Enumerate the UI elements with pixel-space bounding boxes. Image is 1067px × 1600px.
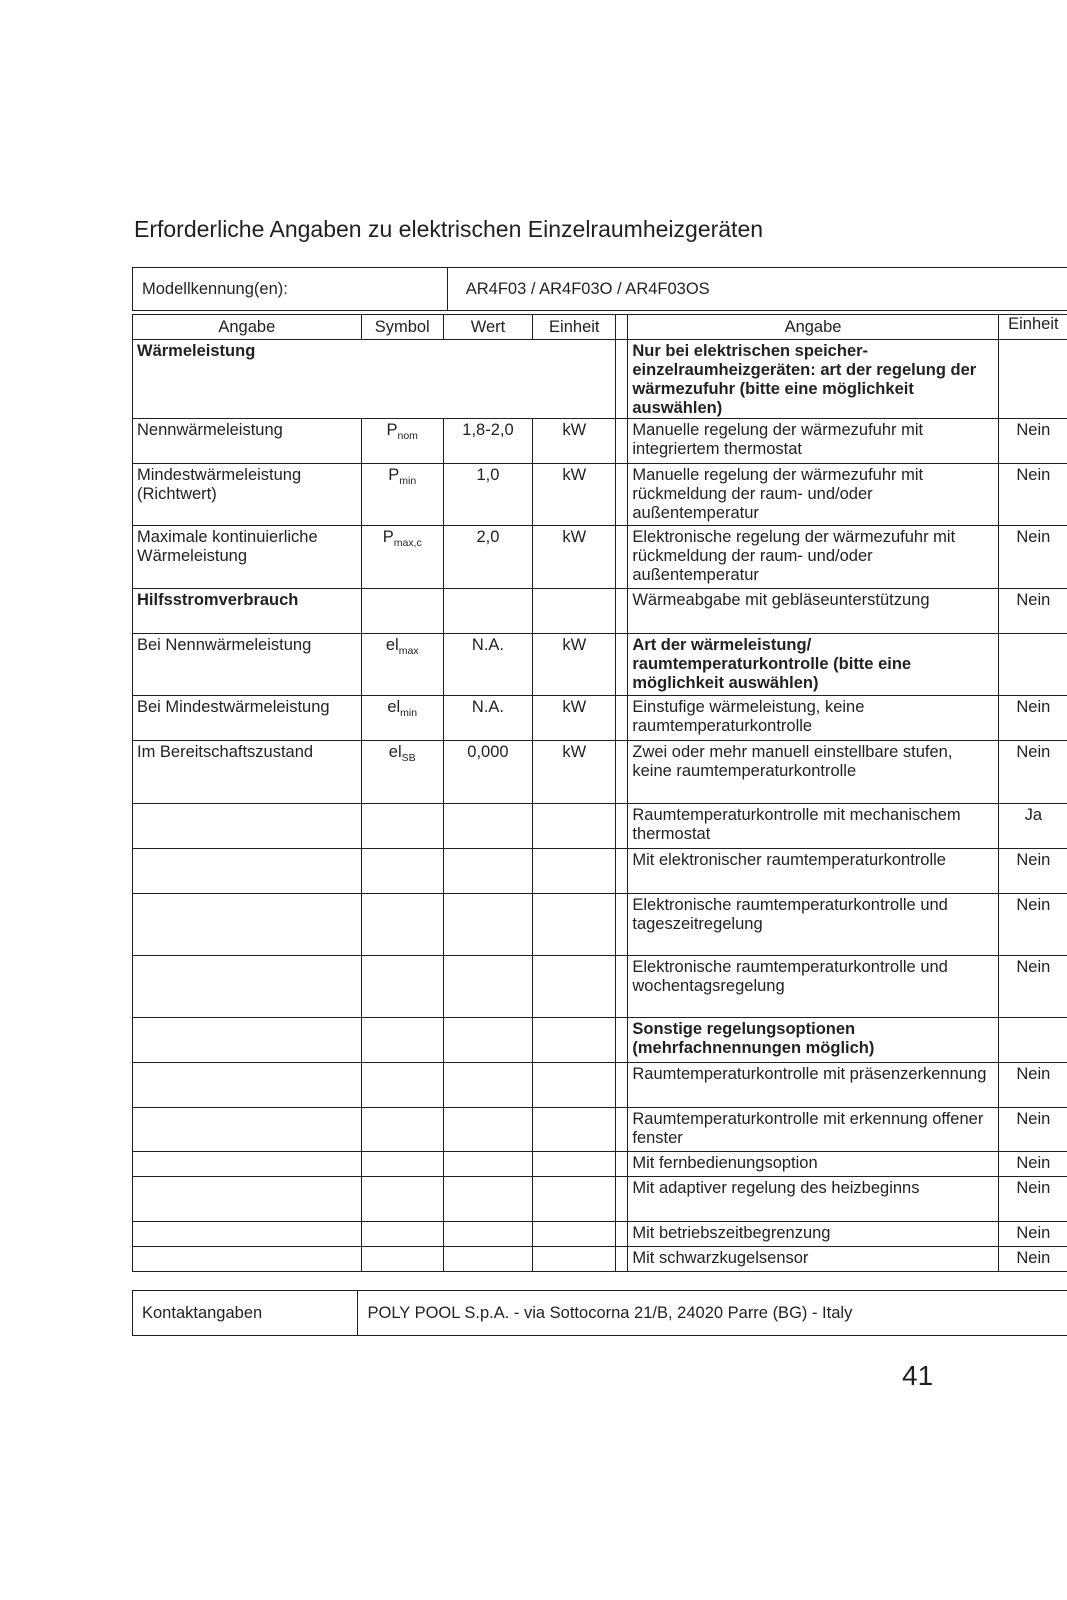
right-value <box>998 634 1067 696</box>
table-row <box>133 589 1067 634</box>
table-row <box>133 696 1067 741</box>
right-label: Mit adaptiver regelung des heizbeginns <box>628 1177 998 1222</box>
header-symbol: Symbol <box>361 315 443 340</box>
table-row <box>133 1018 1067 1063</box>
spacer-cell <box>616 315 628 340</box>
table-row <box>133 526 1067 589</box>
right-value: Nein <box>998 419 1067 464</box>
unit: kW <box>533 464 616 526</box>
right-value <box>998 340 1067 419</box>
spacer-cell <box>616 1247 628 1272</box>
document-title: Erforderliche Angaben zu elektrischen Einzelraumheizgeräten <box>134 216 764 242</box>
left-label: Bei Nennwärmeleistung <box>133 634 362 696</box>
spacer-cell <box>616 741 628 804</box>
right-label: Mit betriebszeitbegrenzung <box>628 1222 998 1247</box>
right-value: Nein <box>998 696 1067 741</box>
spacer-cell <box>616 526 628 589</box>
right-label: Einstufige wärmeleistung, keine raumtemperaturkontrolle <box>628 696 998 741</box>
right-label: Mit schwarzkugelsensor <box>628 1247 998 1272</box>
table-row <box>133 894 1067 956</box>
table-row <box>133 340 1067 419</box>
left-label: Mindestwärmeleistung (Richtwert) <box>133 464 362 526</box>
table-row <box>133 804 1067 849</box>
right-label: Raumtemperaturkontrolle mit mechanischem thermostat <box>628 804 998 849</box>
table-row <box>133 1177 1067 1222</box>
table-row <box>133 464 1067 526</box>
unit: kW <box>533 696 616 741</box>
model-row <box>133 268 1067 311</box>
table-row <box>133 1063 1067 1108</box>
left-label: Im Bereitschaftszustand <box>133 741 362 804</box>
right-label: Raumtemperaturkontrolle mit erkennung offener fenster <box>628 1108 998 1152</box>
section-heading-waermeleistung: Wärmeleistung <box>133 340 616 419</box>
left-label: Nennwärmeleistung <box>133 419 362 464</box>
right-value: Nein <box>998 1247 1067 1272</box>
contact-row <box>133 1291 1067 1336</box>
value: 0,000 <box>443 741 532 804</box>
symbol: $P_{nom}$ <box>361 419 443 464</box>
right-value: Nein <box>998 956 1067 1018</box>
right-label: Manuelle regelung der wärmezufuhr mit rückmeldung der raum- und/oder außentemperatur <box>628 464 998 526</box>
right-value: Nein <box>998 1108 1067 1152</box>
spacer-cell <box>616 340 628 419</box>
value: 2,0 <box>443 526 532 589</box>
table-row <box>133 634 1067 696</box>
spacer-cell <box>616 1222 628 1247</box>
spec-table <box>132 314 1067 1272</box>
unit: kW <box>533 419 616 464</box>
spacer-cell <box>616 804 628 849</box>
symbol: $el_{min}$ <box>361 696 443 741</box>
right-value <box>998 1018 1067 1063</box>
right-label: Mit elektronischer raumtemperaturkontrolle <box>628 849 998 894</box>
spacer-cell <box>616 1018 628 1063</box>
table-row <box>133 1152 1067 1177</box>
value: 1,0 <box>443 464 532 526</box>
right-section-heading: Sonstige regelungsoptionen (mehrfachnennungen möglich) <box>628 1018 998 1063</box>
header-row <box>133 315 1067 340</box>
right-label: Wärmeabgabe mit gebläseunterstützung <box>628 589 998 634</box>
right-label: Zwei oder mehr manuell einstellbare stufen, keine raumtemperaturkontrolle <box>628 741 998 804</box>
contact-table <box>132 1290 1067 1336</box>
spacer-cell <box>616 696 628 741</box>
table-row <box>133 956 1067 1018</box>
spacer-cell <box>616 894 628 956</box>
spacer-cell <box>616 634 628 696</box>
right-value: Nein <box>998 1152 1067 1177</box>
right-section-heading: Nur bei elektrischen speicher-einzelraumheizgeräten: art der regelung der wärmezufuhr (bitte eine möglichkeit auswählen) <box>628 340 998 419</box>
left-label: Bei Mindestwärmeleistung <box>133 696 362 741</box>
symbol: $el_{SB}$ <box>361 741 443 804</box>
symbol: $el_{max}$ <box>361 634 443 696</box>
right-value: Nein <box>998 1222 1067 1247</box>
right-value: Nein <box>998 526 1067 589</box>
spacer-cell <box>616 419 628 464</box>
right-label: Elektronische raumtemperaturkontrolle und wochentagsregelung <box>628 956 998 1018</box>
spacer-cell <box>616 956 628 1018</box>
right-label: Raumtemperaturkontrolle mit präsenzerkennung <box>628 1063 998 1108</box>
right-value: Nein <box>998 894 1067 956</box>
model-value: AR4F03 / AR4F03O / AR4F03OS <box>447 268 1067 311</box>
model-label: Modellkennung(en): <box>133 268 448 311</box>
table-row <box>133 849 1067 894</box>
right-label: Elektronische raumtemperaturkontrolle und tageszeitregelung <box>628 894 998 956</box>
right-value: Nein <box>998 849 1067 894</box>
value: N.A. <box>443 634 532 696</box>
right-value: Nein <box>998 741 1067 804</box>
table-row <box>133 1108 1067 1152</box>
contact-value: POLY POOL S.p.A. - via Sottocorna 21/B, 24020 Parre (BG) - Italy <box>358 1291 1067 1336</box>
header-wert: Wert <box>443 315 532 340</box>
right-value: Ja <box>998 804 1067 849</box>
value: 1,8-2,0 <box>443 419 532 464</box>
spacer-cell <box>616 1063 628 1108</box>
right-label: Mit fernbedienungsoption <box>628 1152 998 1177</box>
table-row <box>133 741 1067 804</box>
spacer-cell <box>616 1152 628 1177</box>
spacer-cell <box>616 464 628 526</box>
section-heading-hilfsstrom: Hilfsstromverbrauch <box>133 589 362 634</box>
page-number: 41 <box>902 1360 934 1391</box>
header-angabe-2: Angabe <box>628 315 998 340</box>
spacer-cell <box>616 849 628 894</box>
header-einheit-2: Einheit <box>998 315 1067 340</box>
right-value: Nein <box>998 1177 1067 1222</box>
symbol: $P_{min}$ <box>361 464 443 526</box>
spacer-cell <box>616 1177 628 1222</box>
right-value: Nein <box>998 589 1067 634</box>
header-einheit: Einheit <box>533 315 616 340</box>
contact-label: Kontaktangaben <box>133 1291 358 1336</box>
spacer-cell <box>616 589 628 634</box>
spacer-cell <box>616 1108 628 1152</box>
symbol: $P_{max,c}$ <box>361 526 443 589</box>
table-row <box>133 419 1067 464</box>
unit: kW <box>533 526 616 589</box>
right-value: Nein <box>998 1063 1067 1108</box>
unit: kW <box>533 741 616 804</box>
header-angabe: Angabe <box>133 315 362 340</box>
unit: kW <box>533 634 616 696</box>
table-row <box>133 1247 1067 1272</box>
right-section-heading: Art der wärmeleistung/ raumtemperaturkontrolle (bitte eine möglichkeit auswählen) <box>628 634 998 696</box>
right-value: Nein <box>998 464 1067 526</box>
left-label: Maximale kontinuierliche Wärmeleistung <box>133 526 362 589</box>
right-label: Manuelle regelung der wärmezufuhr mit integriertem thermostat <box>628 419 998 464</box>
model-table <box>132 267 1067 311</box>
value: N.A. <box>443 696 532 741</box>
table-row <box>133 1222 1067 1247</box>
right-label: Elektronische regelung der wärmezufuhr mit rückmeldung der raum- und/oder außentemperatur <box>628 526 998 589</box>
